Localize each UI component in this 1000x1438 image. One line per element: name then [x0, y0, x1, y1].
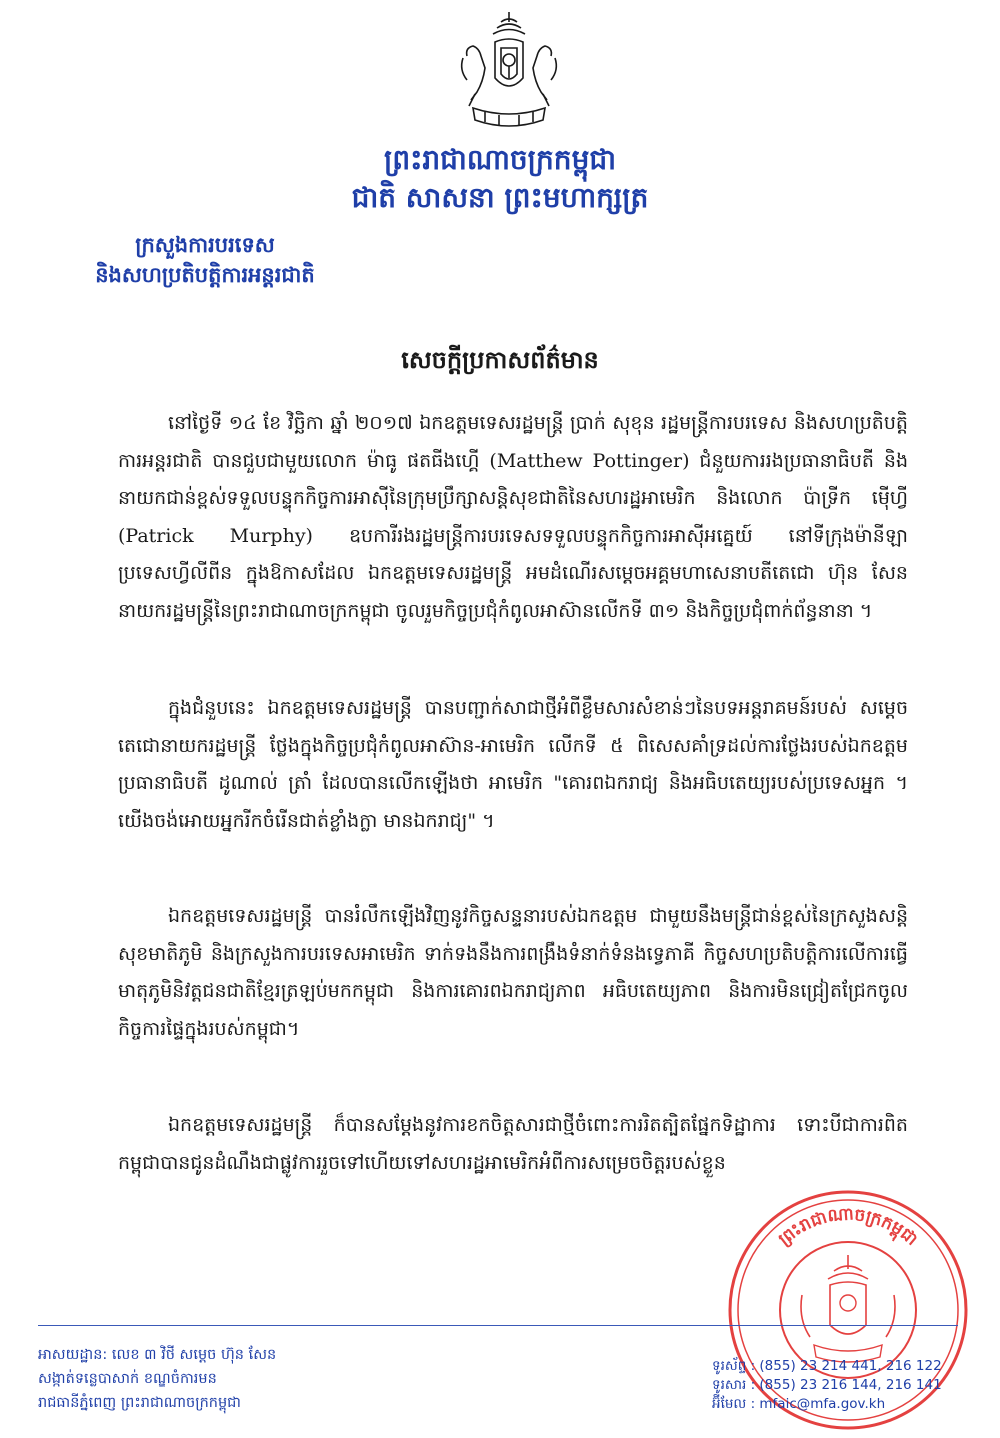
body-paragraph	[118, 405, 908, 630]
motto-heading: ជាតិ សាសនា ព្រះមហាក្សត្រ	[351, 181, 649, 214]
address-line: រាជធានីភ្នំពេញ ព្រះរាជាណាចក្រកម្ពុជា	[38, 1395, 241, 1411]
ministry-name-line1: ក្រសួងការបរទេស	[135, 232, 275, 257]
seal-text: ព្រះរាជាណាចក្រកម្ពុជា	[774, 1204, 922, 1250]
royal-coat-of-arms-icon	[455, 8, 563, 136]
paragraph-text: ឯកឧត្តមទេសរដ្ឋមន្ត្រី បានរំលឹកឡើងវិញនូវកិច្ចសន្ទនារបស់ឯកឧត្តម ជាមួយនឹងមន្ត្រីជាន់ខ្ពស់នៃក្រសួងសន្តិសុខមាតិភូមិ និងក្រសួងការបរទេសអាមេរិក ទាក់ទងនឹងការពង្រឹងទំនាក់ទំនងទ្វេភាគី កិច្ចសហប្រតិបត្តិការលើការធ្វើមាតុភូមិនិវត្តជនជាតិខ្មែរត្រឡប់មកកម្ពុជា និងការគោរពឯករាជ្យភាព អធិបតេយ្យភាព និងការមិនជ្រៀតជ្រែកចូលកិច្ចការផ្ទៃក្នុងរបស់កម្ពុជា។	[118, 905, 908, 1040]
phone-number: ទូរស័ព្ទ : (855) 23 214 441, 216 122	[712, 1358, 942, 1374]
ministry-name-line2: និងសហប្រតិបត្តិការអន្តរជាតិ	[95, 262, 315, 287]
footer-address	[38, 1343, 458, 1415]
address-line: សង្កាត់ទន្លេបាសាក់ ខណ្ឌចំការមន	[38, 1371, 217, 1387]
kingdom-heading: ព្រះរាជាណាចក្រកម្ពុជា	[383, 143, 616, 176]
body-paragraph	[118, 690, 908, 840]
fax-number: ទូរសារ : (855) 23 216 144, 216 141	[712, 1377, 942, 1393]
address-line: អាសយដ្ឋាន: លេខ ៣ វិថី សម្ដេច ហ៊ុន សែន	[38, 1347, 277, 1363]
footer-divider	[38, 1325, 958, 1326]
paragraph-text: នៅថ្ងៃទី ១៤ ខែ វិច្ឆិកា ឆ្នាំ ២០១៧ ឯកឧត្តមទេសរដ្ឋមន្ត្រី ប្រាក់ សុខុន រដ្ឋមន្ត្រីការបរទេស និងសហប្រតិបត្តិការអន្តរជាតិ បានជួបជាមួយលោក ម៉ាធូ ផតធីងហ្គើ (Matthew Pottinger) ជំនួយការរងប្រធានាធិបតី និងនាយកជាន់ខ្ពស់ទទួលបន្ទុកកិច្ចការអាស៊ីនៃក្រុមប្រឹក្សាសន្តិសុខជាតិនៃសហរដ្ឋអាមេរិក និងលោក ប៉ាទ្រីក ម៉ើហ្វី (Patrick Murphy) ឧបការីរងរដ្ឋមន្ត្រីការបរទេសទទួលបន្ទុកកិច្ចការអាស៊ីអគ្នេយ៍ នៅទីក្រុងម៉ានីឡា ប្រទេសហ្វីលីពីន ក្នុងឱកាសដែល ឯកឧត្តមទេសរដ្ឋមន្ត្រី អមដំណើរសម្ដេចអគ្គមហាសេនាបតីតេជោ ហ៊ុន សែន នាយករដ្ឋមន្ត្រីនៃព្រះរាជាណាចក្រកម្ពុជា ចូលរួមកិច្ចប្រជុំកំពូលអាស៊ានលើកទី ៣១ និងកិច្ចប្រជុំពាក់ព័ន្ធនានា ។	[118, 412, 908, 622]
paragraph-text: ឯកឧត្តមទេសរដ្ឋមន្ត្រី ក៏បានសម្ដែងនូវការខកចិត្តសារជាថ្មីចំពោះការរិតត្បិតផ្នែកទិដ្ឋាការ ទោះបីជាការពិត កម្ពុជាបានជូនដំណឹងជាផ្លូវការរួចទៅហើយទៅសហរដ្ឋអាមេរិកអំពីការសម្រេចចិត្តរបស់ខ្លួន	[118, 1114, 908, 1174]
body-paragraph	[118, 898, 908, 1048]
body-paragraph	[118, 1107, 908, 1182]
paragraph-text: ក្នុងជំនួបនេះ ឯកឧត្តមទេសរដ្ឋមន្ត្រី បានបញ្ជាក់សាជាថ្មីអំពីខ្លឹមសារសំខាន់ៗនៃបទអន្តរាគមន៍របស់ សម្ដេចតេជោនាយករដ្ឋមន្ត្រី ថ្លែងក្នុងកិច្ចប្រជុំកំពូលអាស៊ាន-អាមេរិក លើកទី ៥ ពិសេសគាំទ្រដល់ការថ្លែងរបស់ឯកឧត្តមប្រធានាធិបតី ដូណាល់ ត្រាំ ដែលបានលើកឡើងថា អាមេរិក "គោរពឯករាជ្យ និងអធិបតេយ្យរបស់ប្រទេសអ្នក ។ យើងចង់អោយអ្នករីកចំរើនជាត់ខ្លាំងក្លា មានឯករាជ្យ" ។	[118, 697, 908, 832]
footer-contact	[712, 1357, 992, 1414]
email-address[interactable]: អ៊ីមែល : mfaic@mfa.gov.kh	[712, 1396, 886, 1412]
document-title: សេចក្ដីប្រកាសព័ត៌មាន	[401, 345, 599, 374]
